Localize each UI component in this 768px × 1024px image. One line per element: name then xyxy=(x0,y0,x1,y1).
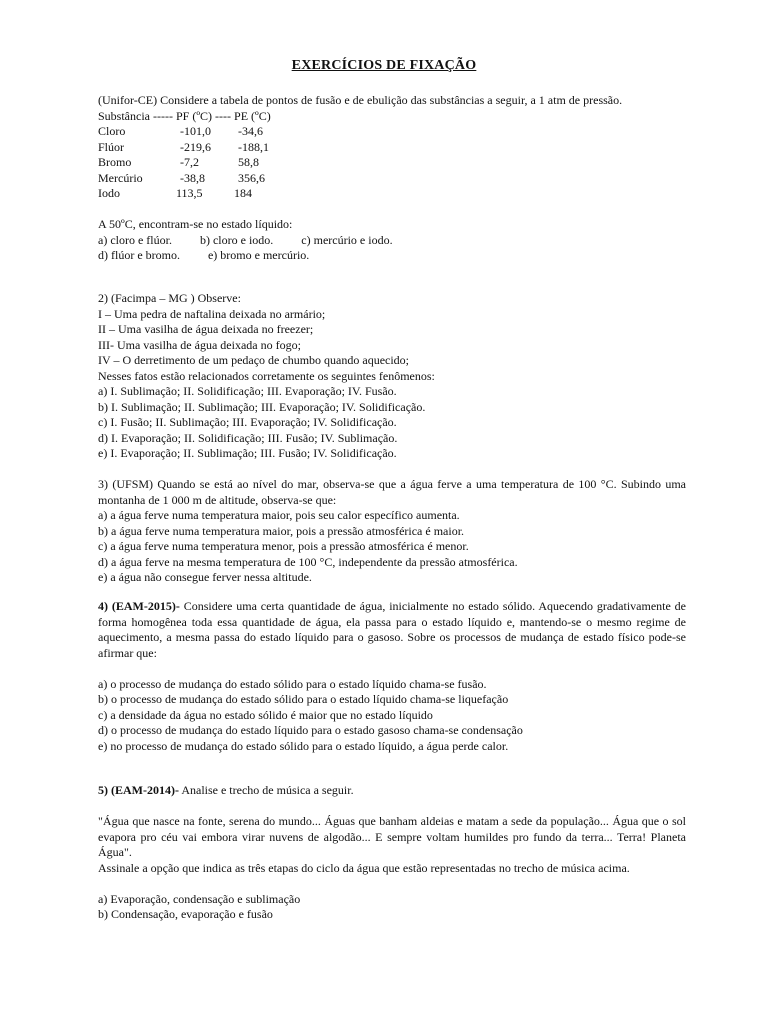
q4-alt: d) o processo de mudança do estado líquido para o estado gasoso chama-se condensação xyxy=(98,723,523,737)
q5-heading xyxy=(98,783,686,799)
q2-alt: a) I. Sublimação; II. Solidificação; III. Evaporação; IV. Fusão. xyxy=(98,384,397,398)
question-4 xyxy=(98,599,686,754)
question-3 xyxy=(98,477,686,586)
table-row xyxy=(98,124,686,140)
q2-alt: c) I. Fusão; II. Sublimação; III. Evaporação; IV. Solidificação. xyxy=(98,415,397,429)
question-2 xyxy=(98,291,686,462)
melting-point: 113,5 xyxy=(176,186,203,200)
table-row xyxy=(98,140,686,156)
q5-label: 5) (EAM-2014)- xyxy=(98,783,179,797)
q1-alt-c: c) mercúrio e iodo. xyxy=(301,232,393,247)
q2-line: Nesses fatos estão relacionados corretamente os seguintes fenômenos: xyxy=(98,368,435,383)
boiling-point: -34,6 xyxy=(238,124,263,138)
boiling-point: 184 xyxy=(234,186,252,200)
q2-alt: b) I. Sublimação; II. Sublimação; III. Evaporação; IV. Solidificação. xyxy=(98,399,426,414)
q4-label: 4) (EAM-2015)- xyxy=(98,599,180,613)
q2-line: II – Uma vasilha de água deixada no freezer; xyxy=(98,322,314,336)
q2-alt: e) I. Evaporação; II. Sublimação; III. Fusão; IV. Solidificação. xyxy=(98,446,397,460)
melting-point: -38,8 xyxy=(180,170,205,185)
table-header: Substância ----- PF (ºC) ---- PE (ºC) xyxy=(98,108,271,123)
q1-alt-e: e) bromo e mercúrio. xyxy=(207,248,310,262)
substance-name: Flúor xyxy=(98,139,125,154)
melting-point: -7,2 xyxy=(180,155,199,169)
q3-alt: a) a água ferve numa temperatura maior, pois seu calor específico aumenta. xyxy=(98,508,460,522)
q1-question: A 50ºC, encontram-se no estado líquido: xyxy=(98,217,293,231)
boiling-point: -188,1 xyxy=(238,139,269,154)
q2-line: I – Uma pedra de naftalina deixada no armário; xyxy=(98,306,326,321)
q3-stem: 3) (UFSM) Quando se está ao nível do mar, observa-se que a água ferve a uma temperatura de 100 °C. Subindo uma montanha de 1 000 m de altitude, observa-se que: xyxy=(98,477,686,507)
boiling-point: 356,6 xyxy=(238,170,265,185)
melting-point: -219,6 xyxy=(180,139,211,154)
page-title: EXERCÍCIOS DE FIXAÇÃO xyxy=(291,58,477,73)
substance-name: Mercúrio xyxy=(98,170,143,185)
q5-alt: b) Condensação, evaporação e fusão xyxy=(98,907,273,921)
table-row xyxy=(98,186,686,202)
table-row xyxy=(98,155,686,171)
substance-table xyxy=(98,124,686,202)
substance-name: Cloro xyxy=(98,124,126,138)
q2-alt: d) I. Evaporação; II. Solidificação; III. Fusão; IV. Sublimação. xyxy=(98,430,398,445)
question-5 xyxy=(98,783,686,923)
q2-line: III- Uma vasilha de água deixada no fogo; xyxy=(98,337,301,352)
substance-name: Bromo xyxy=(98,155,132,169)
q3-alt: d) a água ferve na mesma temperatura de 100 °C, independente da pressão atmosférica. xyxy=(98,554,518,569)
q5-quote: "Água que nasce na fonte, serena do mundo... Águas que banham aldeias e matam a sede da população... Água que o sol evapora pro céu vai embora virar nuvens de algodão... E sempre voltam humildes pro fundo da terra... Terra! Planeta Água". xyxy=(98,814,686,859)
melting-point: -101,0 xyxy=(180,124,211,138)
q5-ask: Assinale a opção que indica as três etapas do ciclo da água que estão representadas no trecho de música acima. xyxy=(98,860,630,875)
table-row xyxy=(98,171,686,187)
q3-alt: b) a água ferve numa temperatura maior, pois a pressão atmosférica é maior. xyxy=(98,523,465,538)
q2-line: IV – O derretimento de um pedaço de chumbo quando aquecido; xyxy=(98,353,410,367)
q5-stem: Analise e trecho de música a seguir. xyxy=(178,783,354,797)
q4-alt: c) a densidade da água no estado sólido é maior que no estado líquido xyxy=(98,707,433,722)
q2-line: 2) (Facimpa – MG ) Observe: xyxy=(98,291,241,305)
q1-alternatives-row-2 xyxy=(98,248,686,264)
question-1 xyxy=(98,93,686,264)
boiling-point: 58,8 xyxy=(238,155,259,169)
q1-alt-b: b) cloro e iodo. xyxy=(199,232,274,247)
substance-name: Iodo xyxy=(98,186,120,200)
q1-alt-a: a) cloro e flúor. xyxy=(98,232,172,247)
q4-stem: Considere uma certa quantidade de água, inicialmente no estado sólido. Aquecendo gradativamente de forma homogênea toda essa quantidade de água, ela passa para o estado líquido e, mantendo-se o mesmo regime de aquecimento, a mesma passa do estado líquido para o gasoso. Sobre os processos de mudança de estado físico pode-se afirmar que: xyxy=(98,599,687,660)
q4-alt: e) no processo de mudança do estado sólido para o estado líquido, a água perde calor. xyxy=(98,738,509,753)
q3-alt: e) a água não consegue ferver nessa altitude. xyxy=(98,570,312,584)
q3-alt: c) a água ferve numa temperatura menor, pois a pressão atmosférica é menor. xyxy=(98,539,469,553)
q5-alt: a) Evaporação, condensação e sublimação xyxy=(98,891,301,906)
q1-intro: (Unifor-CE) Considere a tabela de pontos de fusão e de ebulição das substâncias a seguir, a 1 atm de pressão. xyxy=(98,93,623,107)
q1-alt-d: d) flúor e bromo. xyxy=(98,248,180,262)
q4-alt: b) o processo de mudança do estado sólido para o estado líquido chama-se liquefação xyxy=(98,692,509,706)
q4-alt: a) o processo de mudança do estado sólido para o estado líquido chama-se fusão. xyxy=(98,676,487,691)
q4-stem-paragraph xyxy=(98,599,686,661)
q1-alternatives-row-1 xyxy=(98,233,686,249)
